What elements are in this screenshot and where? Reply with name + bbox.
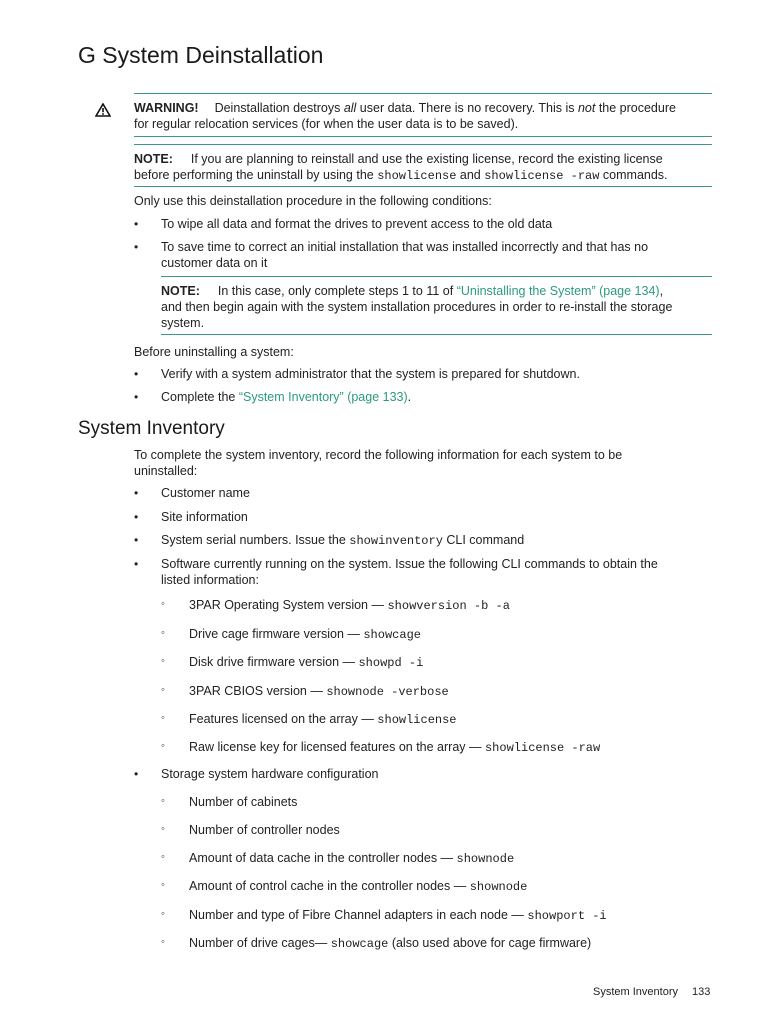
note2-bottom-rule xyxy=(161,334,712,335)
bullet: • xyxy=(134,557,139,571)
item-serial-numbers: System serial numbers. Issue the showinventory CLI command xyxy=(161,533,525,548)
sub-bullet: ◦ xyxy=(161,598,165,610)
item-software-line-2: listed information: xyxy=(161,573,259,587)
note2-top-rule xyxy=(161,276,712,277)
warning-line-1: WARNING! Deinstallation destroys all user data. There is no recovery. This is not the procedure xyxy=(134,101,676,115)
sub-bullet: ◦ xyxy=(161,879,165,891)
warning-top-rule xyxy=(134,93,712,94)
inventory-intro-line-2: uninstalled: xyxy=(134,464,198,478)
sub-item-raw-license-key: Raw license key for licensed features on the array — showlicense -raw xyxy=(189,740,601,755)
link-system-inventory[interactable]: “System Inventory” (page 133) xyxy=(238,390,408,404)
page-title: G System Deinstallation xyxy=(78,42,324,68)
bullet: • xyxy=(134,217,139,231)
sub-bullet: ◦ xyxy=(161,795,165,807)
note1-label: NOTE: xyxy=(134,152,173,166)
note1-top-rule xyxy=(134,144,712,145)
bullet: • xyxy=(134,767,139,781)
note2-line-2: and then begin again with the system installation procedures in order to re-install the storage xyxy=(161,300,673,314)
sub-bullet: ◦ xyxy=(161,908,165,920)
conditions-intro: Only use this deinstallation procedure in the following conditions: xyxy=(134,194,492,208)
sub-item-control-cache: Amount of control cache in the controller nodes — shownode xyxy=(189,879,528,894)
sub-item-controller-nodes: Number of controller nodes xyxy=(189,823,340,837)
warning-bottom-rule xyxy=(134,136,712,137)
bullet: • xyxy=(134,240,139,254)
note2-line-1: NOTE: In this case, only complete steps 1 to 11 of “Uninstalling the System” (page 134), xyxy=(161,284,664,298)
sub-item-data-cache: Amount of data cache in the controller nodes — shownode xyxy=(189,851,515,866)
section-title: System Inventory xyxy=(78,418,225,439)
sub-item-cabinets: Number of cabinets xyxy=(189,795,298,809)
before-2: Complete the “System Inventory” (page 133). xyxy=(161,390,412,404)
condition-1: To wipe all data and format the drives to prevent access to the old data xyxy=(161,217,553,231)
sub-item-cage-firmware: Drive cage firmware version — showcage xyxy=(189,627,421,642)
condition-2-line-1: To save time to correct an initial installation that was installed incorrectly and that has no xyxy=(161,240,649,254)
sub-bullet: ◦ xyxy=(161,712,165,724)
bullet: • xyxy=(134,390,139,404)
item-site-information: Site information xyxy=(161,510,248,524)
warning-label: WARNING! xyxy=(134,101,199,115)
sub-item-os-version: 3PAR Operating System version — showversion -b -a xyxy=(189,598,510,613)
note1-line-1: NOTE: If you are planning to reinstall and use the existing license, record the existing license xyxy=(134,152,663,166)
note2-line-3: system. xyxy=(161,316,205,330)
note1-bottom-rule xyxy=(134,186,712,187)
code-showlicense: showlicense xyxy=(377,169,457,183)
code-showinventory: showinventory xyxy=(349,534,443,548)
sub-item-drive-cages: Number of drive cages— showcage (also used above for cage firmware) xyxy=(189,936,592,951)
sub-bullet: ◦ xyxy=(161,627,165,639)
item-software-line-1: Software currently running on the system. Issue the following CLI commands to obtain the xyxy=(161,557,658,571)
item-customer-name: Customer name xyxy=(161,486,250,500)
sub-bullet: ◦ xyxy=(161,851,165,863)
warning-icon xyxy=(95,103,111,117)
sub-item-fibre-channel: Number and type of Fibre Channel adapters in each node — showport -i xyxy=(189,908,607,923)
inventory-intro-line-1: To complete the system inventory, record the following information for each system to be xyxy=(134,448,623,462)
sub-bullet: ◦ xyxy=(161,655,165,667)
bullet: • xyxy=(134,533,139,547)
bullet: • xyxy=(134,510,139,524)
note2-label: NOTE: xyxy=(161,284,200,298)
footer-section: System Inventory xyxy=(593,986,678,998)
note1-line-2: before performing the uninstall by using the showlicense and showlicense -raw commands. xyxy=(134,168,668,183)
sub-bullet: ◦ xyxy=(161,823,165,835)
sub-item-cbios-version: 3PAR CBIOS version — shownode -verbose xyxy=(189,684,449,699)
sub-bullet: ◦ xyxy=(161,936,165,948)
condition-2-line-2: customer data on it xyxy=(161,256,268,270)
sub-bullet: ◦ xyxy=(161,684,165,696)
sub-item-features-licensed: Features licensed on the array — showlicense xyxy=(189,712,457,727)
link-uninstalling-the-system[interactable]: “Uninstalling the System” (page 134) xyxy=(456,284,660,298)
before-intro: Before uninstalling a system: xyxy=(134,345,294,359)
bullet: • xyxy=(134,367,139,381)
item-hardware-config: Storage system hardware configuration xyxy=(161,767,379,781)
bullet: • xyxy=(134,486,139,500)
before-1: Verify with a system administrator that the system is prepared for shutdown. xyxy=(161,367,580,381)
warning-line-2: for regular relocation services (for when the user data is to be saved). xyxy=(134,117,519,131)
sub-bullet: ◦ xyxy=(161,740,165,752)
sub-item-disk-firmware: Disk drive firmware version — showpd -i xyxy=(189,655,424,670)
footer-page-number: 133 xyxy=(692,986,711,998)
code-showlicense-raw: showlicense -raw xyxy=(484,169,600,183)
